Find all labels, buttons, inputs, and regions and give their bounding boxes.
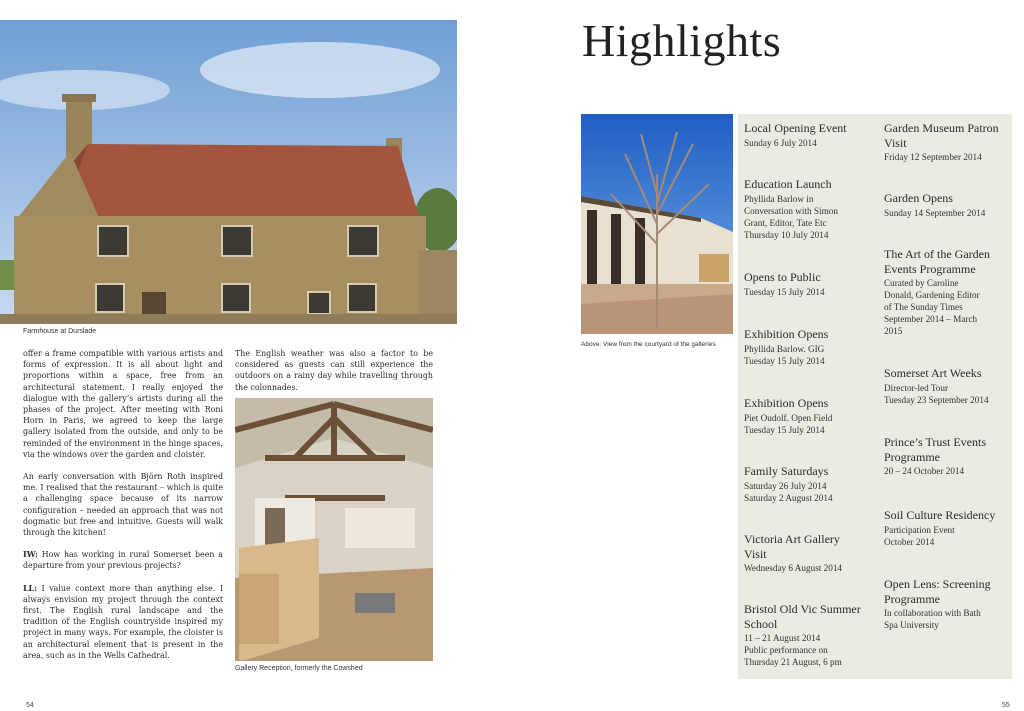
event-title: Open Lens: Screening Programme: [884, 577, 991, 606]
event-title: Bristol Old Vic Summer School: [744, 602, 861, 631]
event-title: Victoria Art Gallery Visit: [744, 532, 840, 561]
paragraph: The English weather was also a factor to be considered as guests can still experience the outdoors on a rainy day while travelling through the colonnades.: [235, 349, 433, 392]
event-detail: Director-led Tour Tuesday 23 September 2014: [884, 382, 989, 405]
event-detail: Wednesday 6 August 2014: [744, 563, 843, 573]
event-title: Garden Opens: [884, 191, 953, 205]
farmhouse-photo: [0, 20, 457, 324]
page-number-left: 54: [26, 702, 34, 709]
event-title: Local Opening Event: [744, 121, 847, 135]
paragraph: An early conversation with Björn Roth inspired me. I realised that the restaurant – which is quite a challenging space because of its narrow configuration – needed an approach that was not dogmatic but free and intuitive. Guests will walk through the kitchen!: [23, 472, 223, 538]
event-education-launch: [744, 177, 874, 241]
event-open-lens: [884, 577, 1010, 631]
event-detail: Friday 12 September 2014: [884, 152, 982, 162]
event-title: Opens to Public: [744, 270, 821, 284]
event-title: Exhibition Opens: [744, 396, 829, 410]
event-detail: Phyllida Barlow. GIG Tuesday 15 July 2014: [744, 343, 825, 366]
event-garden-museum: [884, 121, 1010, 163]
event-title: Soil Culture Residency: [884, 508, 996, 522]
gallery-reception-photo: [235, 398, 433, 661]
event-local-opening: [744, 121, 874, 149]
event-detail: Participation Event October 2014: [884, 524, 955, 547]
event-title: Family Saturdays: [744, 464, 829, 478]
page-number-right: 55: [1002, 702, 1010, 709]
paragraph: offer a frame compatible with various artists and forms of expression. It is all about light and proportions within a space, free from an architectural statement. I really enjoyed the dialogue with the gallery’s artists during all the phases of the project. After meeting with Roni Horn in Paris, we agreed to keep the large gallery isolated from the outside, and only to be reminded of the environment in the hinge spaces, via the windows over the garden and cloister.: [23, 349, 223, 459]
event-exhibition-gig: [744, 327, 874, 367]
event-detail: In collaboration with Bath Spa University: [884, 608, 981, 630]
event-family-saturdays: [744, 464, 874, 504]
reception-caption: Gallery Reception, formerly the Cowshed: [235, 665, 363, 672]
event-detail: Saturday 26 July 2014 Saturday 2 August 2014: [744, 480, 833, 503]
event-art-of-garden: [884, 247, 1010, 337]
interview-column-2: [235, 348, 433, 404]
answer-text: I value context more than anything else. I always envision my project through the context first. The English rural landscape and the tradition of the English countryside inspired my project in many ways. For example, the cloister is an architectural element that is present in the area, such as in the Wells Cathedral.: [23, 583, 223, 660]
courtyard-caption: Above: View from the courtyard of the galleries: [581, 341, 716, 348]
event-soil-culture: [884, 508, 1010, 548]
answer-paragraph: [23, 583, 223, 661]
event-opens-to-public: [744, 270, 874, 298]
event-detail: Curated by Caroline Donald, Gardening Editor of The Sunday Times September 2014 – March 2015: [884, 278, 980, 336]
event-detail: 20 – 24 October 2014: [884, 466, 965, 476]
event-title: Exhibition Opens: [744, 327, 829, 341]
event-bristol-old-vic: [744, 602, 874, 668]
event-victoria-gallery: [744, 532, 862, 574]
page-title: Highlights: [582, 15, 782, 66]
event-title: Education Launch: [744, 177, 832, 191]
interview-column: [23, 348, 223, 672]
event-detail: Sunday 6 July 2014: [744, 137, 817, 148]
event-detail: Piet Oudolf. Open Field Tuesday 15 July 2014: [744, 412, 833, 435]
event-detail: 11 – 21 August 2014 Public performance on Thursday 21 August, 6 pm: [744, 633, 842, 667]
courtyard-photo: [581, 114, 733, 334]
event-garden-opens: [884, 191, 1010, 219]
events-panel: [738, 114, 1012, 679]
event-exhibition-open-field: [744, 396, 874, 436]
event-detail: Tuesday 15 July 2014: [744, 286, 825, 297]
event-title: Garden Museum Patron Visit: [884, 121, 999, 150]
event-title: Prince’s Trust Events Programme: [884, 435, 987, 464]
farmhouse-caption: Farmhouse at Durslade: [23, 328, 97, 335]
event-detail: Sunday 14 September 2014: [884, 207, 986, 218]
event-somerset-art-weeks: [884, 366, 1010, 406]
answer-label: LL:: [23, 583, 38, 593]
event-title: The Art of the Garden Events Programme: [884, 247, 990, 276]
event-detail: Phyllida Barlow in Conversation with Simon Grant, Editor, Tate Etc Thursday 10 July 2014: [744, 193, 838, 240]
event-title: Somerset Art Weeks: [884, 366, 982, 380]
question-paragraph: [23, 549, 223, 571]
question-text: How has working in rural Somerset been a departure from your previous projects?: [23, 550, 223, 571]
question-label: IW:: [23, 550, 38, 560]
event-princes-trust: [884, 435, 1010, 477]
